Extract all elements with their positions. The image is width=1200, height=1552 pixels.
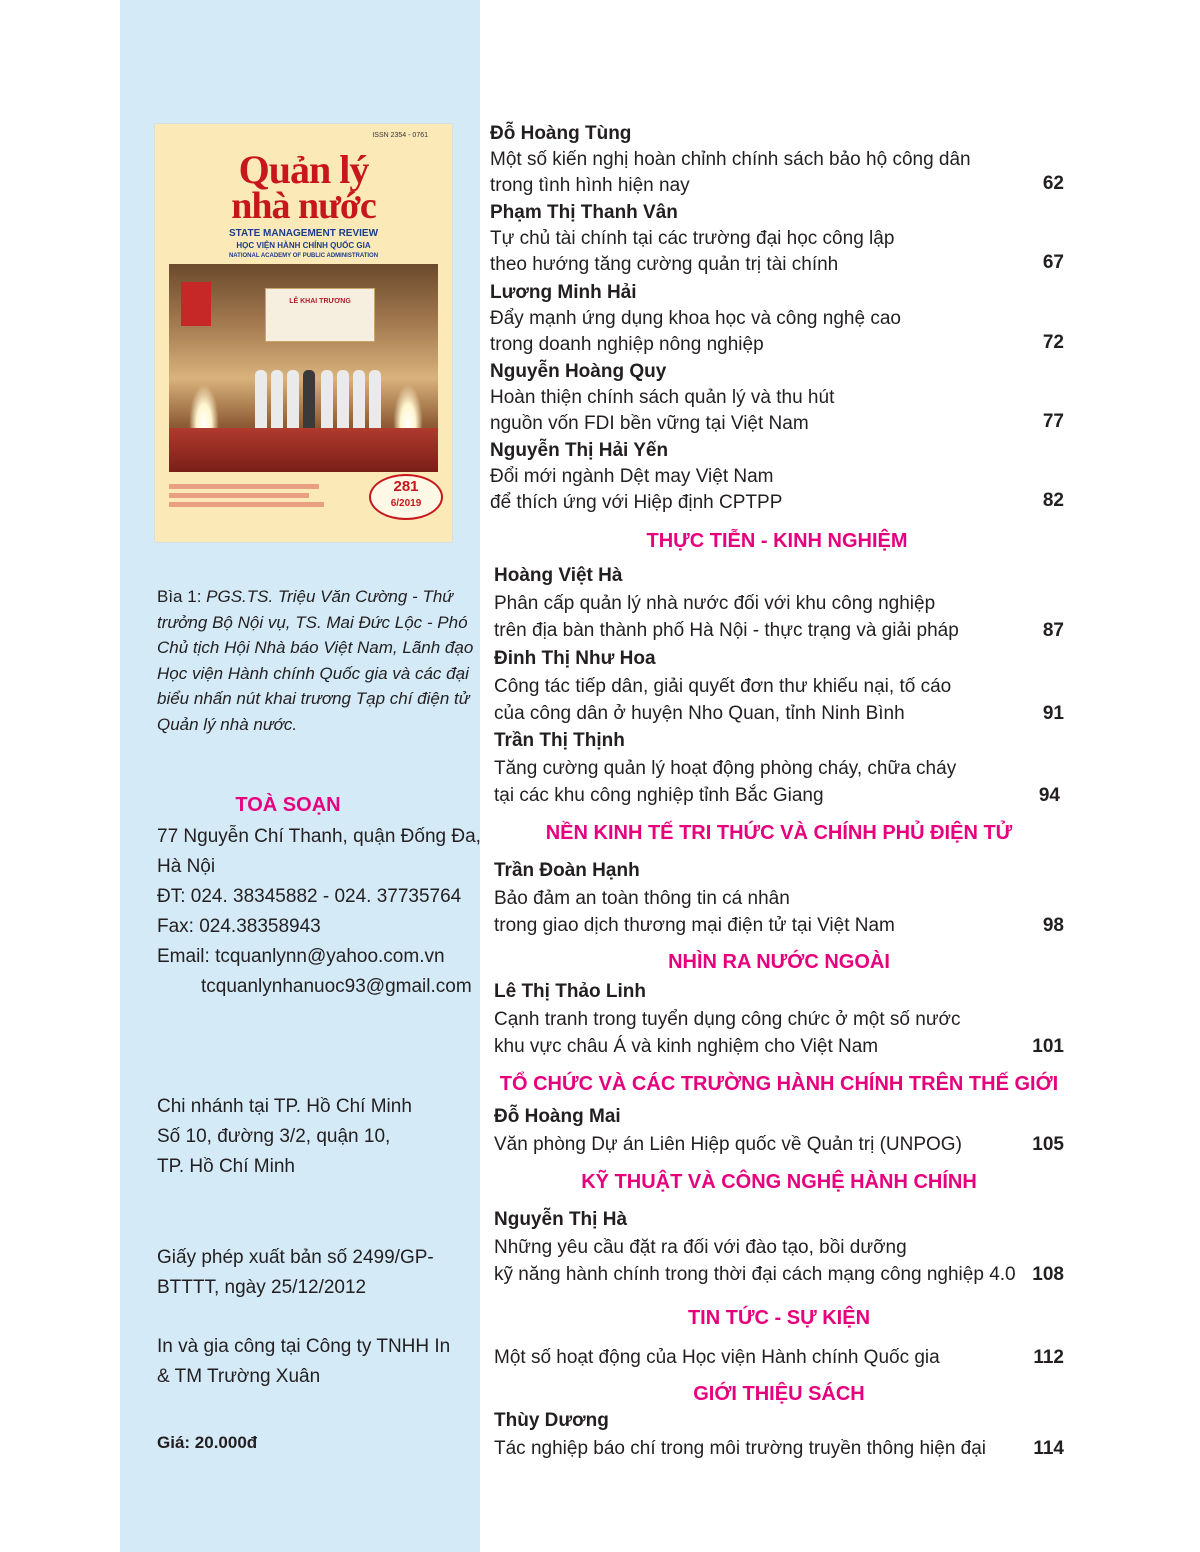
cover-title-line2: nhà nước [231,185,376,227]
toc-page-number: 98 [1042,915,1064,936]
section-heading: GIỚI THIỆU SÁCH [693,1383,865,1405]
toc-author: Thùy Dương [494,1410,609,1431]
section-heading: NỀN KINH TẾ TRI THỨC VÀ CHÍNH PHỦ ĐIỆN TỬ [545,822,1013,844]
toc-page-number: 67 [1042,252,1064,273]
toc-entry [490,121,1064,199]
toc-author: Trần Đoàn Hạnh [494,860,640,881]
office-email-2: tcquanlynhanuoc93@gmail.com [201,976,472,997]
issue-badge [369,474,443,520]
toc-entry [494,1407,1064,1462]
toc-title-line: Tự chủ tài chính tại các trường đại học công lập [490,228,895,249]
section-heading: THỰC TIỄN - KINH NGHIỆM [646,530,908,552]
toc-page-number: 114 [1033,1438,1064,1459]
toc-title-line: Bảo đảm an toàn thông tin cá nhân [494,888,790,909]
toc-author: Nguyễn Thị Hải Yến [490,440,669,461]
toc-page-number: 108 [1032,1264,1064,1285]
office-email-1: Email: tcquanlynn@yahoo.com.vn [157,946,445,967]
toc-author: Nguyễn Hoàng Quy [490,361,667,382]
license-line1: Giấy phép xuất bản số 2499/GP- [157,1247,434,1268]
toc-title-line: Một số kiến nghị hoàn chỉnh chính sách bảo hộ công dân [490,149,971,170]
toc-title-line: Đổi mới ngành Dệt may Việt Nam [490,466,774,487]
toc-title-line: theo hướng tăng cường quản trị tài chính [490,254,839,275]
issue-number: 281 [393,478,419,495]
toc-entry [490,280,1064,358]
cover-english-title: STATE MANAGEMENT REVIEW [228,228,379,239]
cover-issn: ISSN 2354 - 0761 [372,132,428,139]
stage-decoration [169,428,438,472]
toc-page-number: 112 [1033,1347,1064,1368]
cover-banner [265,288,375,342]
toc-page-number: 62 [1042,173,1064,194]
office-fax: Fax: 024.38358943 [157,916,321,937]
office-address-line1: 77 Nguyễn Chí Thanh, quận Đống Đa, [157,826,481,847]
toc-title-line: Một số hoạt động của Học viện Hành chính Quốc gia [494,1347,940,1368]
section-heading: NHÌN RA NƯỚC NGOÀI [668,951,890,973]
people-group [255,348,387,430]
office-heading: TOÀ SOẠN [235,794,341,816]
toc-author: Lê Thị Thảo Linh [494,981,646,1002]
toc-title-line: Đẩy mạnh ứng dụng khoa học và công nghệ cao [490,308,901,329]
toc-title-line: trong giao dịch thương mại điện tử tại Việt Nam [494,915,895,936]
toc-author: Hoàng Việt Hà [494,565,623,586]
toc-entry [490,200,1064,278]
toc-page-number: 91 [1042,703,1064,724]
cover-banner-text: LỄ KHAI TRƯƠNG [289,298,351,305]
toc-author: Đinh Thị Như Hoa [494,648,656,669]
toc-author: Trần Thị Thịnh [494,730,625,751]
printer-line1: In và gia công tại Công ty TNHH In [157,1336,451,1357]
cover-academy-en: NATIONAL ACADEMY OF PUBLIC ADMINISTRATION [228,253,379,259]
toc-entry [494,1103,1064,1158]
toc-title-line: kỹ năng hành chính trong thời đại cách mạng công nghiệp 4.0 [494,1264,1016,1285]
toc-page-number: 77 [1042,411,1064,432]
toc-title-line: tại các khu công nghiệp tỉnh Bắc Giang [494,785,824,806]
toc-entry [494,727,1060,809]
toc-title-line: Tăng cường quản lý hoạt động phòng cháy, chữa cháy [494,758,957,779]
toc-title-line: Cạnh tranh trong tuyển dụng công chức ở một số nước [494,1009,961,1030]
toc-title-line: trong tình hình hiện nay [490,175,690,196]
toc-title-line: để thích ứng với Hiệp định CPTPP [490,492,783,513]
toc-page-number: 87 [1042,620,1064,641]
section-heading: KỸ THUẬT VÀ CÔNG NGHỆ HÀNH CHÍNH [581,1171,977,1193]
cover-headlines-decoration [169,480,349,511]
toc-page-number: 101 [1032,1036,1064,1057]
branch-line2: Số 10, đường 3/2, quận 10, [157,1126,391,1147]
office-address-line2: Hà Nội [157,856,216,877]
flag-decoration [181,282,211,326]
toc-page-number: 82 [1042,490,1064,511]
office-phone: ĐT: 024. 38345882 - 024. 37735764 [157,886,462,907]
section-heading: TIN TỨC - SỰ KIỆN [687,1307,871,1329]
toc-entry [490,359,1064,437]
toc-entry [494,857,1064,939]
toc-author: Đỗ Hoàng Tùng [490,123,632,144]
toc-author: Lương Minh Hải [490,282,637,303]
toc-title-line: trong doanh nghiệp nông nghiệp [490,334,764,355]
magazine-cover-image [155,124,452,542]
toc-entry [494,1344,1064,1371]
printer-line2: & TM Trường Xuân [157,1366,321,1387]
toc-title-line: Hoàn thiện chính sách quản lý và thu hút [490,387,835,408]
toc-title-line: Tác nghiệp báo chí trong môi trường truyền thông hiện đại [494,1438,987,1459]
price: Giá: 20.000đ [157,1433,258,1452]
toc-entry [490,438,1064,516]
toc-title-line: khu vực châu Á và kinh nghiệm cho Việt Nam [494,1036,879,1057]
toc-entry [494,645,1064,727]
cover-caption [157,584,482,737]
toc-title-line: Những yêu cầu đặt ra đối với đào tạo, bồi dưỡng [494,1237,907,1258]
toc-entry [494,1206,1064,1288]
cover-academy-vi: HỌC VIỆN HÀNH CHÍNH QUỐC GIA [236,241,371,250]
issue-date: 6/2019 [390,498,422,509]
caption-prefix: Bìa 1: [157,587,207,606]
branch-line1: Chi nhánh tại TP. Hồ Chí Minh [157,1096,412,1117]
toc-title-line: của công dân ở huyện Nho Quan, tỉnh Ninh Bình [494,703,905,724]
toc-author: Phạm Thị Thanh Vân [490,202,678,223]
toc-title-line: Công tác tiếp dân, giải quyết đơn thư khiếu nại, tố cáo [494,676,952,697]
toc-entry [494,562,1064,644]
cover-photo [169,264,438,472]
license-line2: BTTTT, ngày 25/12/2012 [157,1277,367,1298]
toc-page-number: 105 [1032,1134,1064,1155]
toc-title-line: trên địa bàn thành phố Hà Nội - thực trạng và giải pháp [494,620,959,641]
section-heading: TỔ CHỨC VÀ CÁC TRƯỜNG HÀNH CHÍNH TRÊN THẾ GIỚI [499,1073,1059,1095]
toc-page-number: 72 [1042,332,1064,353]
cover-title-line1: Quản lý [238,147,369,192]
toc-title-line: nguồn vốn FDI bền vững tại Việt Nam [490,413,809,434]
toc-title-line: Phân cấp quản lý nhà nước đối với khu công nghiệp [494,593,936,614]
toc-page-number: 94 [1038,785,1060,806]
toc-author: Nguyễn Thị Hà [494,1209,628,1230]
toc-entry [494,978,1064,1060]
toc-title-line: Văn phòng Dự án Liên Hiệp quốc về Quản trị (UNPOG) [494,1134,962,1155]
branch-line3: TP. Hồ Chí Minh [157,1156,295,1177]
toc-author: Đỗ Hoàng Mai [494,1106,621,1127]
caption-text: PGS.TS. Triệu Văn Cường - Thứ trưởng Bộ Nội vụ, TS. Mai Đức Lộc - Phó Chủ tịch Hội Nhà báo Việt Nam, Lãnh đạo Học viện Hành chính Quốc gia và các đại biểu nhấn nút khai trương Tạp chí điện tử Quản lý nhà nước. [157,587,474,734]
